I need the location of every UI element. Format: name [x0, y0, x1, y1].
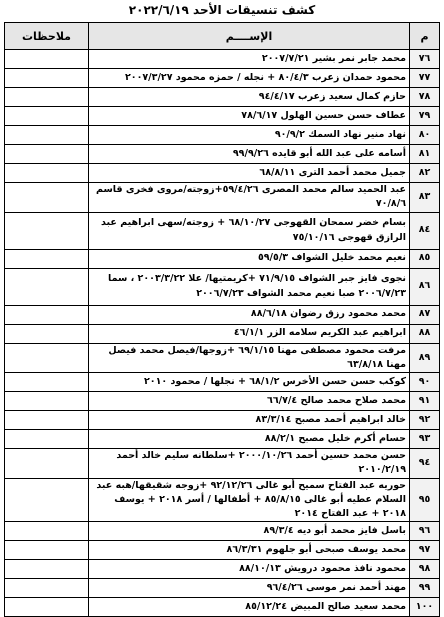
row-notes: [5, 430, 89, 449]
table-row: [5, 107, 440, 126]
row-name: خالد ابراهيم أحمد مصبح ٨٣/٣/١٤: [89, 411, 410, 430]
row-notes: [5, 249, 89, 268]
row-name: مهند أحمد نمر موسى ٩٦/٤/٢٦: [89, 579, 410, 598]
table-row: [5, 522, 440, 541]
table-row: [5, 541, 440, 560]
table-row: [5, 183, 440, 213]
table-row: [5, 50, 440, 69]
row-number: ٧٧: [410, 69, 440, 88]
row-name: محمد سعيد صالح المبيض ٨٥/١٢/٢٤: [89, 598, 410, 617]
row-number: ٩٢: [410, 411, 440, 430]
row-notes: [5, 449, 89, 479]
table-row: [5, 392, 440, 411]
row-name: محمد صلاح محمد صالح ٦٦/٧/٤: [89, 392, 410, 411]
row-notes: [5, 164, 89, 183]
row-notes: [5, 50, 89, 69]
row-number: ٨٥: [410, 249, 440, 268]
row-notes: [5, 560, 89, 579]
table-row: [5, 164, 440, 183]
row-number: ٨٨: [410, 324, 440, 343]
row-notes: [5, 411, 89, 430]
table-row: [5, 69, 440, 88]
row-number: ٨٩: [410, 343, 440, 373]
table-row: [5, 449, 440, 479]
table-row: [5, 411, 440, 430]
row-number: ٨٦: [410, 268, 440, 305]
table-row: [5, 212, 440, 249]
row-number: ٨٢: [410, 164, 440, 183]
row-number: ٨٤: [410, 212, 440, 249]
table-row: [5, 305, 440, 324]
row-notes: [5, 478, 89, 522]
row-name: محمد يوسف صبحى أبو جلهوم ٨٦/٣/٣١: [89, 541, 410, 560]
row-notes: [5, 392, 89, 411]
row-number: ٨٣: [410, 183, 440, 213]
table-row: [5, 126, 440, 145]
row-notes: [5, 183, 89, 213]
row-name: بسام خضر سمحان القهوجى ٦٨/١٠/٢٧ + زوجته/سهى ابراهيم عبد الرازق قهوجى ٧٥/١٠/١٦: [89, 212, 410, 249]
table-row: [5, 373, 440, 392]
table-row: [5, 249, 440, 268]
row-notes: [5, 522, 89, 541]
row-name: حسن محمد حسين أحمد ٢٠٠٠/١٠/٢٦ +سلطانه سليم خالد أحمد ٢٠١٠/٢/١٩: [89, 449, 410, 479]
table-header-row: [5, 23, 440, 50]
row-name: حازم كمال سعيد زعرب ٩٤/٤/١٧: [89, 88, 410, 107]
row-number: ٧٨: [410, 88, 440, 107]
row-notes: [5, 69, 89, 88]
table-row: [5, 324, 440, 343]
table-row: [5, 145, 440, 164]
coordination-table: [4, 22, 440, 617]
row-notes: [5, 373, 89, 392]
table-row: [5, 560, 440, 579]
row-notes: [5, 107, 89, 126]
row-number: ٩٣: [410, 430, 440, 449]
row-name: كوكب حسن حسن الأخرس ٦٨/١/٢ + نجلها / محمود ٢٠١٠: [89, 373, 410, 392]
row-name: عطاف حسن حسين الهلول ٧٨/٦/١٧: [89, 107, 410, 126]
row-name: محمد محمود رزق رضوان ٨٨/٦/١٨: [89, 305, 410, 324]
row-name: محمود نافذ محمود درويش ٨٨/١٠/١٣: [89, 560, 410, 579]
row-notes: [5, 268, 89, 305]
row-notes: [5, 324, 89, 343]
table-row: [5, 268, 440, 305]
row-name: مرفت محمود مصطفى مهنا ٦٩/١/١٥ +زوجها/فيصل محمد فيصل مهنا ٦٣/٨/١٨: [89, 343, 410, 373]
row-number: ٨٠: [410, 126, 440, 145]
row-name: نهاد منير نهاد السمك ٩٠/٩/٢: [89, 126, 410, 145]
row-number: ٩٩: [410, 579, 440, 598]
row-number: ٩٥: [410, 478, 440, 522]
row-notes: [5, 598, 89, 617]
row-notes: [5, 343, 89, 373]
row-number: ٧٦: [410, 50, 440, 69]
row-number: ١٠٠: [410, 598, 440, 617]
header-name: الإســــم: [89, 23, 410, 50]
row-name: نعيم محمد خليل الشواف ٥٩/٥/٣: [89, 249, 410, 268]
row-number: ٩٠: [410, 373, 440, 392]
row-name: حسام أكرم خليل مصبح ٨٨/٢/١: [89, 430, 410, 449]
row-number: ٩٨: [410, 560, 440, 579]
table-row: [5, 88, 440, 107]
row-notes: [5, 88, 89, 107]
row-name: أسامه على عبد الله أبو قايده ٩٩/٩/٢٦: [89, 145, 410, 164]
row-name: ابراهيم عبد الكريم سلامه الزر ٤٦/١/١: [89, 324, 410, 343]
row-notes: [5, 579, 89, 598]
row-number: ٧٩: [410, 107, 440, 126]
header-number: م: [410, 23, 440, 50]
row-name: محمود حمدان زعرب ٨٠/٤/٣ + نجله / حمزه محمود ٢٠٠٧/٣/٢٧: [89, 69, 410, 88]
row-number: ٩٦: [410, 522, 440, 541]
row-name: عبد الحميد سالم محمد المصرى ٥٩/٤/٢٦+زوجته/مروى فخرى قاسم ٧٠/٨/٦: [89, 183, 410, 213]
row-notes: [5, 145, 89, 164]
row-name: محمد جابر نمر بشير ٢٠٠٧/٧/٢١: [89, 50, 410, 69]
row-number: ٩١: [410, 392, 440, 411]
row-notes: [5, 212, 89, 249]
row-number: ٨٧: [410, 305, 440, 324]
header-notes: ملاحظات: [5, 23, 89, 50]
table-row: [5, 598, 440, 617]
row-notes: [5, 541, 89, 560]
row-name: حوريه عبد الفتاح سميح أبو غالى ٩٢/١٢/٢٦ +زوجه شقيقها/هبه عبد السلام عطيه أبو غالى ٨٥/٨/١٥ + أطفالها / أسر ٢٠١٨ + يوسف ٢٠١٨ + عبد الفتاح ٢٠١٤: [89, 478, 410, 522]
row-number: ٩٧: [410, 541, 440, 560]
table-row: [5, 430, 440, 449]
table-row: [5, 343, 440, 373]
row-notes: [5, 305, 89, 324]
row-name: نجوى فايز جبر الشواف ٧١/٩/١٥ +كريمتيها/ علا ٢٠٠٣/٣/٢٢ ، سما ٢٠٠٦/٧/٢٣ صبا نعيم محمد الشواف ٢٠٠٦/٧/٢٣: [89, 268, 410, 305]
row-number: ٨١: [410, 145, 440, 164]
row-notes: [5, 126, 89, 145]
row-number: ٩٤: [410, 449, 440, 479]
row-name: جميل محمد أحمد الترى ٦٨/٨/١١: [89, 164, 410, 183]
table-row: [5, 478, 440, 522]
page-title: كشف تنسيقات الأحد ٢٠٢٢/٦/١٩: [128, 3, 316, 17]
table-row: [5, 579, 440, 598]
row-name: باسل فايز محمد أبو ديه ٨٩/٣/٤: [89, 522, 410, 541]
